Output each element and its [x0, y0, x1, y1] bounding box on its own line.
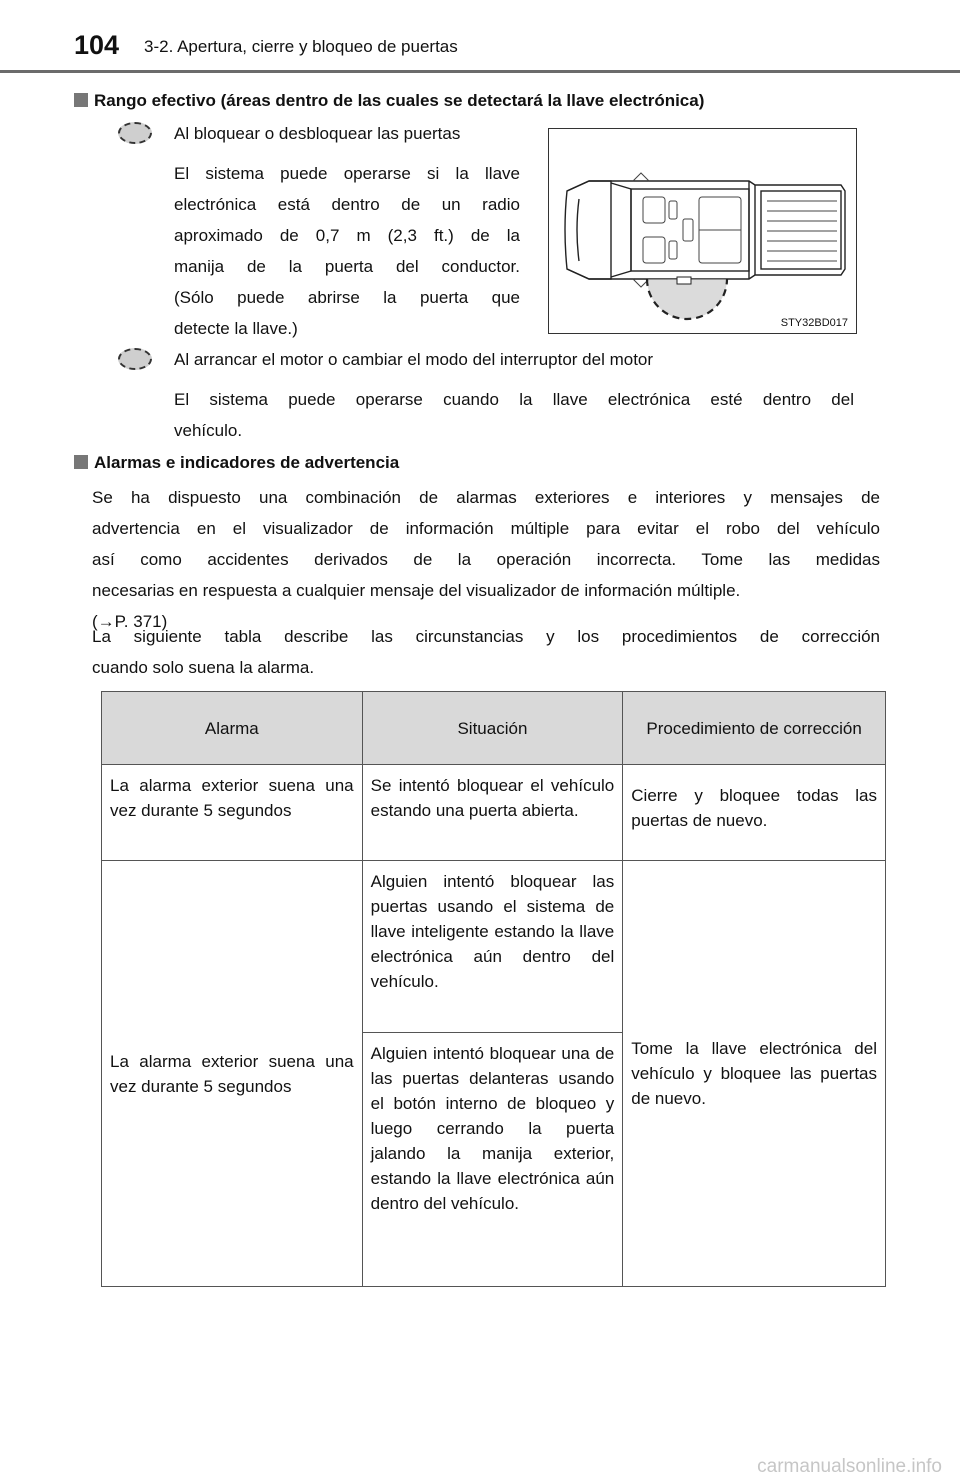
- figure-code: STY32BD017: [780, 317, 848, 329]
- sub1-line: aproximado de 0,7 m (2,3 ft.) de la: [174, 226, 520, 245]
- section-alarms-title: Alarmas e indicadores de advertencia: [94, 453, 400, 472]
- page-number: 104: [74, 30, 120, 60]
- alarms-line: así como accidentes derivados de la operación incorrecta. Tome las medidas: [92, 550, 880, 569]
- alarms-line: Se ha dispuesto una combinación de alarmas exteriores e interiores y mensajes de: [92, 488, 880, 507]
- alarm-table: [101, 691, 886, 1287]
- sub1-line: manija de la puerta del conductor.: [174, 257, 520, 276]
- cell-alarm: La alarma exterior suena una vez durante 5 segundos: [102, 765, 363, 861]
- sub1-paragraph: [174, 158, 520, 344]
- sub1-line: electrónica está dentro de un radio: [174, 195, 520, 214]
- alarms-line: necesarias en respuesta a cualquier mensaje del visualizador de información múltiple.: [92, 581, 741, 600]
- section-range-heading: [74, 91, 704, 111]
- cell-procedure: Tome la llave electrónica del vehículo y bloquee las puertas de nuevo.: [623, 861, 886, 1287]
- watermark: carmanualsonline.info: [757, 1456, 942, 1477]
- cell-situation: Se intentó bloquear el vehículo estando una puerta abierta.: [362, 765, 623, 861]
- sub2-line: vehículo.: [174, 421, 243, 440]
- section-range-title: Rango efectivo (áreas dentro de las cuales se detectará la llave electrónica): [94, 91, 705, 110]
- alarms-line: cuando solo suena la alarma.: [92, 658, 315, 677]
- table-row: [102, 861, 886, 1033]
- sub1-line: detecte la llave.): [174, 319, 298, 338]
- truck-top-view-illustration: [549, 129, 855, 332]
- square-bullet-icon: [74, 455, 88, 469]
- alarms-line: La siguiente tabla describe las circunstancias y los procedimientos de corrección: [92, 627, 880, 646]
- alarms-paragraph-2: [92, 621, 880, 683]
- sub2-paragraph: [174, 384, 854, 446]
- alarms-line: (→P. 371): [92, 612, 168, 631]
- cell-situation: Alguien intentó bloquear una de las puertas delanteras usando el botón interno de bloqueo y luego cerrando la puerta jalando la manija exterior, estando la llave electrónica aún dentro del vehículo.: [362, 1033, 623, 1287]
- cell-alarm: La alarma exterior suena una vez durante 5 segundos: [102, 861, 363, 1287]
- table-row: [102, 765, 886, 861]
- square-bullet-icon: [74, 93, 88, 107]
- vehicle-range-figure: [548, 128, 857, 334]
- sub2-line: El sistema puede operarse cuando la llave electrónica esté dentro del: [174, 390, 854, 409]
- column-header-situation: Situación: [362, 692, 623, 765]
- alarms-line: advertencia en el visualizador de información múltiple para evitar el robo del vehículo: [92, 519, 880, 538]
- sub1-line: El sistema puede operarse si la llave: [174, 164, 520, 183]
- cell-situation: Alguien intentó bloquear las puertas usando el sistema de llave inteligente estando la llave electrónica aún dentro del vehículo.: [362, 861, 623, 1033]
- dotted-circle-icon: [118, 122, 152, 144]
- table-header-row: [102, 692, 886, 765]
- header-rule: [0, 70, 960, 73]
- alarms-paragraph-1: [92, 482, 880, 637]
- section-alarms-heading: [74, 453, 399, 473]
- cell-procedure: Cierre y bloquee todas las puertas de nuevo.: [623, 765, 886, 861]
- dotted-circle-icon: [118, 348, 152, 370]
- column-header-procedure: Procedimiento de corrección: [623, 692, 886, 765]
- column-header-alarm: Alarma: [102, 692, 363, 765]
- sub2-title: Al arrancar el motor o cambiar el modo del interruptor del motor: [174, 350, 654, 369]
- chapter-title: 3-2. Apertura, cierre y bloqueo de puertas: [144, 37, 458, 56]
- sub1-title: Al bloquear o desbloquear las puertas: [174, 124, 461, 143]
- sub1-line: (Sólo puede abrirse la puerta que: [174, 288, 520, 307]
